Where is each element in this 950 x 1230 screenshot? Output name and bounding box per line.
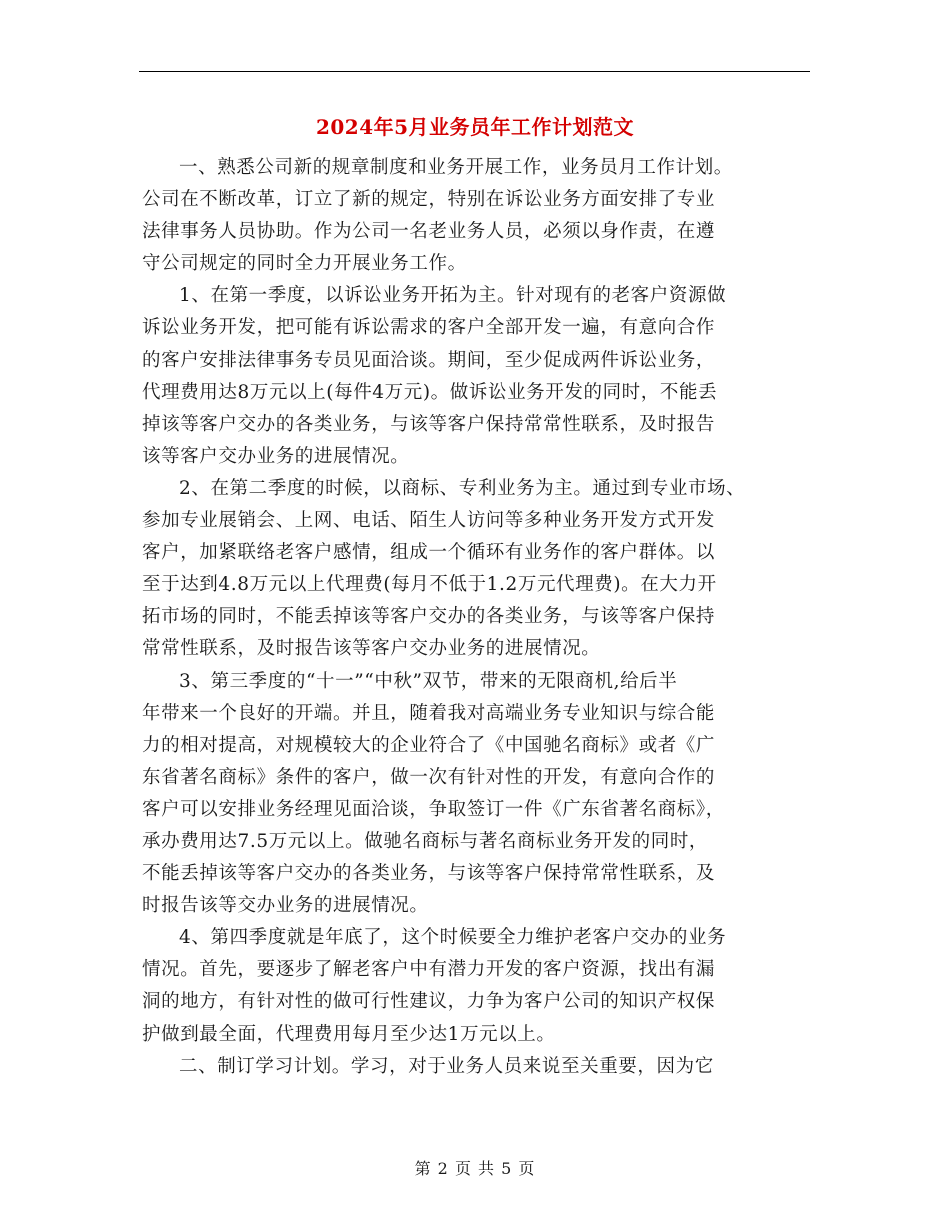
text-line: 4、第四季度就是年底了，这个时候要全力维护老客户交办的业务 <box>179 927 727 949</box>
paragraph-intro <box>142 152 812 280</box>
text-line: 承办费用达7.5万元以上。做驰名商标与著名商标业务开发的同时， <box>142 830 709 852</box>
text-line: 情况。首先，要逐步了解老客户中有潜力开发的客户资源，找出有漏 <box>142 959 716 981</box>
text-line: 参加专业展销会、上网、电话、陌生人访问等多种业务开发方式开发 <box>142 510 716 532</box>
text-line: 时报告该等交办业务的进展情况。 <box>142 895 429 917</box>
text-line: 不能丢掉该等客户交办的各类业务，与该等客户保持常常性联系，及 <box>142 863 716 885</box>
text-line: 拓市场的同时，不能丢掉该等客户交办的各类业务，与该等客户保持 <box>142 606 716 628</box>
document-body <box>142 152 812 1083</box>
text-line: 掉该等客户交办的各类业务，与该等客户保持常常性联系，及时报告 <box>142 413 716 435</box>
paragraph-q2 <box>142 473 812 666</box>
text-line: 洞的地方，有针对性的做可行性建议，力争为客户公司的知识产权保 <box>142 991 716 1013</box>
text-line: 1、在第一季度，以诉讼业务开拓为主。针对现有的老客户资源做 <box>179 285 727 307</box>
text-line: 护做到最全面，代理费用每月至少达1万元以上。 <box>142 1023 556 1045</box>
text-line: 常常性联系，及时报告该等客户交办业务的进展情况。 <box>142 638 601 660</box>
text-line: 守公司规定的同时全力开展业务工作。 <box>142 253 467 275</box>
text-line: 公司在不断改革，订立了新的规定，特别在诉讼业务方面安排了专业 <box>142 189 716 211</box>
text-line: 客户可以安排业务经理见面洽谈，争取签订一件《广东省著名商标》， <box>142 798 725 820</box>
document-title: 2024年5月业务员年工作计划范文 <box>315 115 635 139</box>
text-line: 的客户安排法律事务专员见面洽谈。期间，至少促成两件诉讼业务， <box>142 349 716 371</box>
header-rule <box>139 71 810 72</box>
text-line: 二、制订学习计划。学习，对于业务人员来说至关重要，因为它 <box>179 1055 714 1077</box>
text-line: 法律事务人员协助。作为公司一名老业务人员，必须以身作责，在遵 <box>142 221 716 243</box>
text-line: 东省著名商标》条件的客户，做一次有针对性的开发，有意向合作的 <box>142 766 716 788</box>
paragraph-q3 <box>142 666 812 923</box>
text-line: 代理费用达8万元以上(每件4万元)。做诉讼业务开发的同时，不能丢 <box>142 381 718 403</box>
text-line: 客户，加紧联络老客户感情，组成一个循环有业务作的客户群体。以 <box>142 542 716 564</box>
text-line: 至于达到4.8万元以上代理费(每月不低于1.2万元代理费)。在大力开 <box>142 574 717 596</box>
text-line: 诉讼业务开发，把可能有诉讼需求的客户全部开发一遍，有意向合作 <box>142 317 716 339</box>
text-line: 一、熟悉公司新的规章制度和业务开展工作，业务员月工作计划。 <box>179 157 733 178</box>
text-line: 2、在第二季度的时候，以商标、专利业务为主。通过到专业市场、 <box>179 477 746 499</box>
text-line: 力的相对提高，对规模较大的企业符合了《中国驰名商标》或者《广 <box>142 734 716 756</box>
text-line: 该等客户交办业务的进展情况。 <box>142 445 410 467</box>
paragraph-study-plan <box>142 1051 812 1083</box>
paragraph-q1 <box>142 280 812 473</box>
paragraph-q4 <box>142 922 812 1050</box>
page-number: 第 2 页 共 5 页 <box>414 1159 536 1178</box>
text-line: 年带来一个良好的开端。并且，随着我对高端业务专业知识与综合能 <box>142 702 716 724</box>
text-line: 3、第三季度的“十一”“中秋”双节，带来的无限商机,给后半 <box>179 670 678 692</box>
